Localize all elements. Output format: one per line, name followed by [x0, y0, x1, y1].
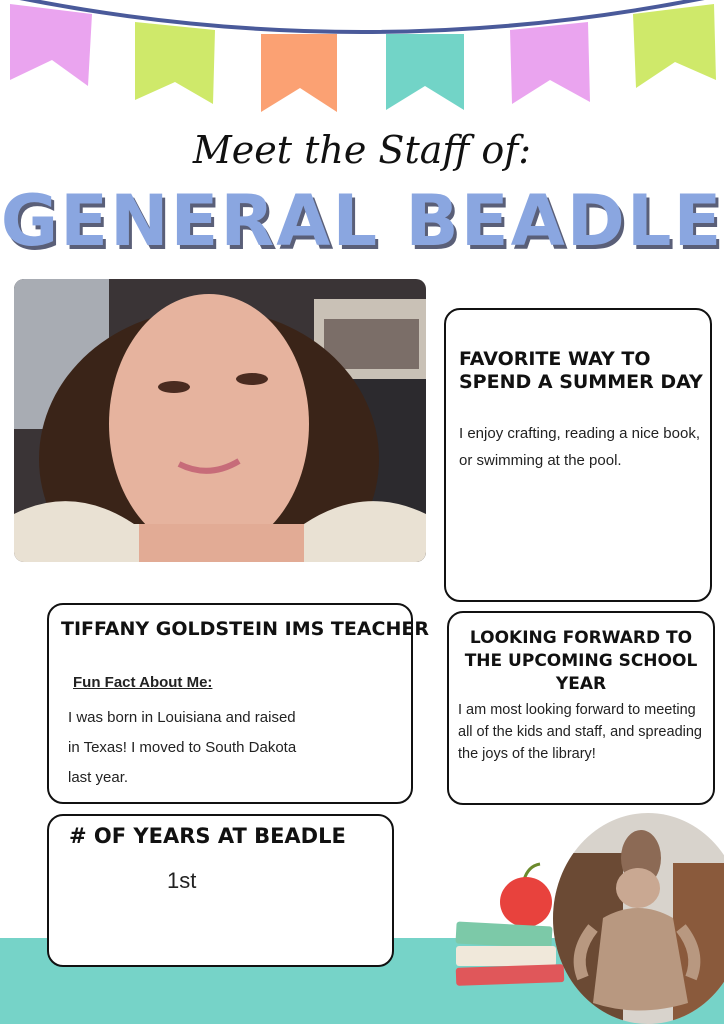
looking-forward-card: [447, 611, 715, 805]
fun-fact-label: Fun Fact About Me:: [73, 674, 213, 691]
bunting-banner: [0, 0, 724, 120]
looking-forward-heading: [455, 627, 707, 696]
school-name-title: GENERAL BEADLE: [0, 180, 724, 262]
years-card: [47, 814, 394, 967]
years-value: 1st: [167, 868, 197, 893]
heading-line: YEAR: [555, 674, 607, 694]
fun-fact-line: I was born in Louisiana and raised: [68, 709, 296, 726]
looking-forward-text: I am most looking forward to meeting all of the kids and staff, and spreading the joys of the library!: [458, 702, 702, 762]
teacher-name-heading: TIFFANY GOLDSTEIN IMS TEACHER: [61, 618, 429, 640]
summer-day-card: [444, 308, 712, 602]
heading-line: LOOKING FORWARD TO: [469, 628, 693, 648]
years-heading: # OF YEARS AT BEADLE: [69, 824, 346, 848]
summer-day-heading: FAVORITE WAY TO SPEND A SUMMER DAY: [459, 348, 703, 393]
fun-fact-line: in Texas! I moved to South Dakota: [68, 739, 297, 756]
staff-portrait-photo: [14, 279, 426, 562]
teacher-name-card: [47, 603, 429, 804]
fun-fact-text: [68, 703, 296, 793]
summer-day-text: I enjoy crafting, reading a nice book, or swimming at the pool.: [459, 425, 700, 469]
fun-fact-line: last year.: [68, 769, 129, 786]
heading-line: THE UPCOMING SCHOOL: [464, 651, 698, 671]
script-title: Meet the Staff of:: [192, 128, 532, 172]
